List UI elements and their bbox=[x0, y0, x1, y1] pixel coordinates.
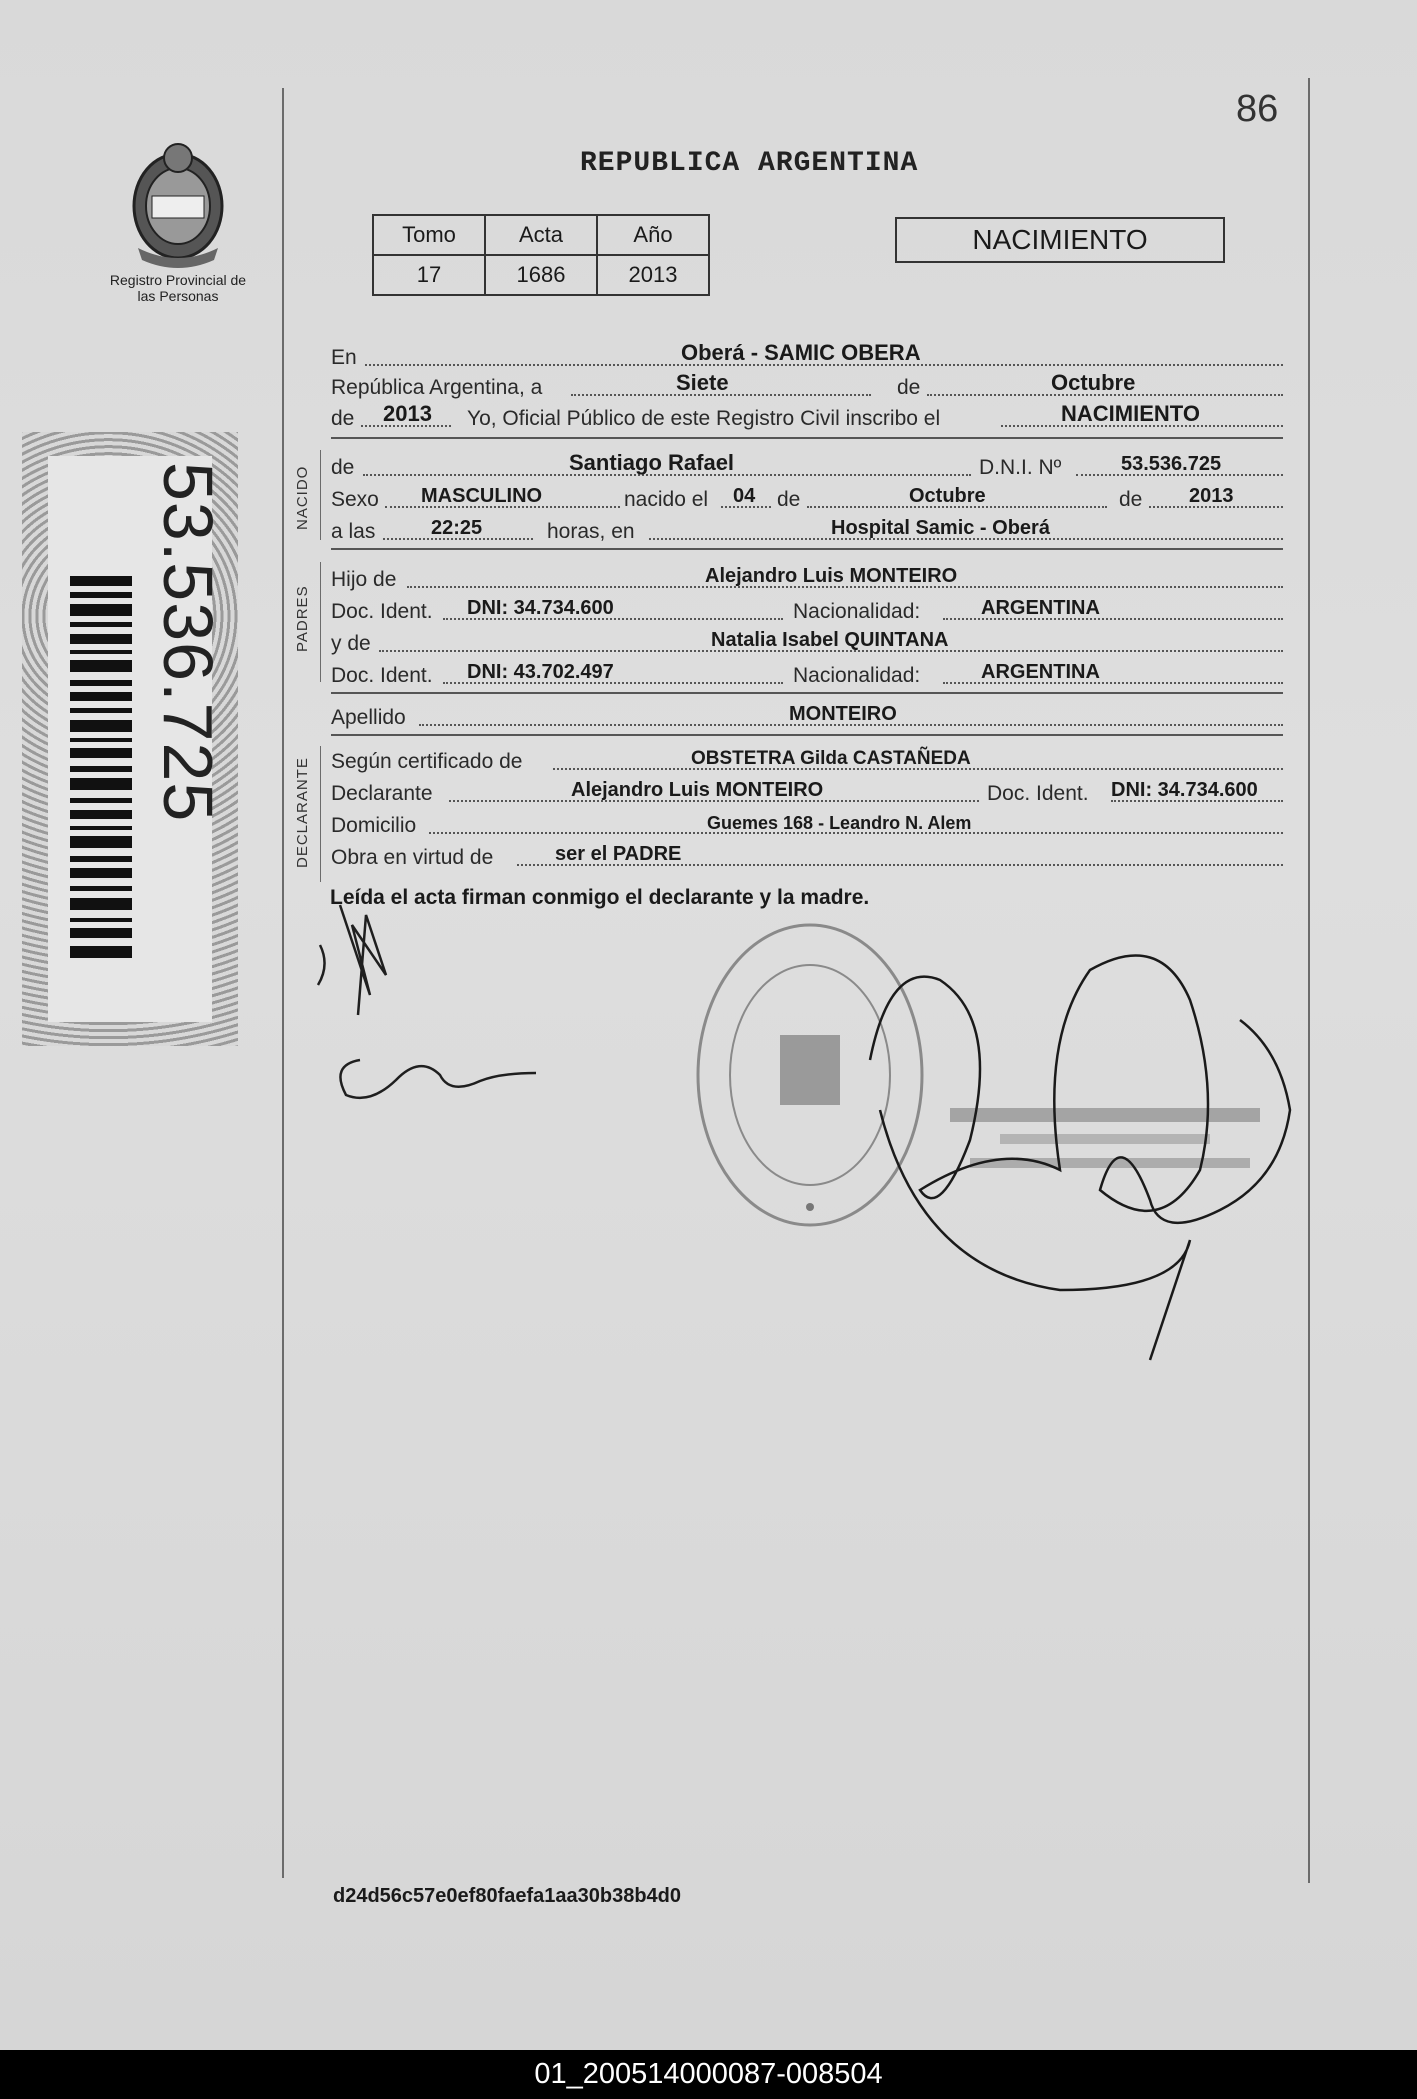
certificado-label: Según certificado de bbox=[331, 750, 523, 773]
row-padre-doc bbox=[331, 596, 1283, 626]
acta-value: 1686 bbox=[485, 255, 597, 295]
mes-value: Octubre bbox=[1051, 370, 1136, 395]
declarante-label: Declarante bbox=[331, 782, 433, 805]
nacionalidad-label-1: Nacionalidad: bbox=[793, 600, 921, 623]
row-inscripcion bbox=[331, 403, 1283, 433]
nac-anio-value: 2013 bbox=[1189, 485, 1234, 507]
apellido-label: Apellido bbox=[331, 706, 406, 729]
doc-ident-label-1: Doc. Ident. bbox=[331, 600, 433, 623]
domicilio-label: Domicilio bbox=[331, 814, 417, 837]
barcode-number: 53.536.725 bbox=[149, 462, 227, 823]
de-label-1: de bbox=[897, 376, 921, 399]
lugar-nacimiento-value: Hospital Samic - Oberá bbox=[831, 517, 1050, 539]
de-label-4: de bbox=[777, 488, 801, 511]
row-declarante bbox=[331, 778, 1283, 808]
barcode-panel bbox=[22, 432, 238, 1046]
dia-value: Siete bbox=[676, 370, 729, 395]
lugar-value: Oberá - SAMIC OBERA bbox=[681, 340, 921, 365]
side-label-declarante: DECLARANTE bbox=[294, 757, 311, 868]
province-coat-of-arms bbox=[118, 138, 238, 273]
y-de-label: y de bbox=[331, 632, 371, 655]
sexo-label: Sexo bbox=[331, 488, 379, 511]
acta-header: Acta bbox=[485, 215, 597, 255]
barcode-bars bbox=[70, 576, 132, 966]
scan-footer: 01_200514000087-008504 bbox=[0, 2050, 1417, 2099]
nacionalidad-label-2: Nacionalidad: bbox=[793, 664, 921, 687]
obra-label: Obra en virtud de bbox=[331, 846, 494, 869]
declarante-value: Alejandro Luis MONTEIRO bbox=[571, 779, 824, 801]
row-obra bbox=[331, 842, 1283, 872]
official-signature bbox=[860, 940, 1300, 1370]
obra-value: ser el PADRE bbox=[555, 843, 682, 865]
a-las-label: a las bbox=[331, 520, 376, 543]
doc-ident-label-2: Doc. Ident. bbox=[331, 664, 433, 687]
closing-statement: Leída el acta firman conmigo el declarante y la madre. bbox=[330, 886, 870, 909]
row-fecha bbox=[331, 372, 1283, 402]
padre-doc-value: DNI: 34.734.600 bbox=[467, 597, 614, 619]
republica-label: República Argentina, a bbox=[331, 376, 543, 399]
row-lugar bbox=[331, 342, 1283, 372]
dni-value: 53.536.725 bbox=[1121, 453, 1222, 475]
row-hora bbox=[331, 516, 1283, 546]
de-label-3: de bbox=[331, 456, 355, 479]
madre-doc-value: DNI: 43.702.497 bbox=[467, 661, 614, 683]
dni-label: D.N.I. Nº bbox=[979, 456, 1062, 479]
tomo-header: Tomo bbox=[373, 215, 485, 255]
row-apellido bbox=[331, 702, 1283, 732]
row-sexo bbox=[331, 484, 1283, 514]
row-madre-doc bbox=[331, 660, 1283, 690]
madre-value: Natalia Isabel QUINTANA bbox=[711, 629, 949, 651]
row-padre bbox=[331, 564, 1283, 594]
nombre-value: Santiago Rafael bbox=[569, 450, 735, 475]
nac-mes-value: Octubre bbox=[909, 485, 986, 507]
certificado-value: OBSTETRA Gilda CASTAÑEDA bbox=[691, 748, 971, 769]
row-domicilio bbox=[331, 810, 1283, 840]
de-label-5: de bbox=[1119, 488, 1143, 511]
padre-value: Alejandro Luis MONTEIRO bbox=[705, 565, 958, 587]
side-label-nacido: NACIDO bbox=[294, 465, 311, 530]
acta-reference-table bbox=[372, 214, 710, 296]
declarante-doc-label: Doc. Ident. bbox=[987, 782, 1089, 805]
row-certificado bbox=[331, 746, 1283, 776]
section-divider bbox=[331, 437, 1283, 439]
nacido-el-label: nacido el bbox=[624, 488, 709, 511]
declarante-doc-value: DNI: 34.734.600 bbox=[1111, 779, 1258, 801]
registry-logo-caption: Registro Provincial de las Personas bbox=[109, 272, 247, 304]
act-type-box: NACIMIENTO bbox=[895, 217, 1225, 263]
declarant-signature bbox=[300, 885, 560, 1125]
anio-value: 2013 bbox=[597, 255, 709, 295]
en-label: En bbox=[331, 346, 357, 369]
apellido-value: MONTEIRO bbox=[789, 703, 897, 725]
de-label-2: de bbox=[331, 407, 355, 430]
country-title: REPUBLICA ARGENTINA bbox=[580, 148, 919, 179]
right-margin-line bbox=[1308, 78, 1310, 1883]
inscripcion-value: NACIMIENTO bbox=[1061, 401, 1200, 426]
hora-value: 22:25 bbox=[431, 517, 483, 539]
tomo-value: 17 bbox=[373, 255, 485, 295]
row-nombre bbox=[331, 452, 1283, 482]
anio-header: Año bbox=[597, 215, 709, 255]
anio-value-text: 2013 bbox=[383, 401, 432, 426]
madre-nac-value: ARGENTINA bbox=[981, 661, 1100, 683]
left-margin-line bbox=[282, 88, 284, 1878]
hijo-de-label: Hijo de bbox=[331, 568, 397, 591]
domicilio-value: Guemes 168 - Leandro N. Alem bbox=[707, 813, 972, 833]
horas-en-label: horas, en bbox=[547, 520, 635, 543]
oficial-text: Yo, Oficial Público de este Registro Civil inscribo el bbox=[467, 407, 941, 430]
padre-nac-value: ARGENTINA bbox=[981, 597, 1100, 619]
page-number: 86 bbox=[1236, 88, 1279, 130]
sexo-value: MASCULINO bbox=[421, 485, 543, 507]
side-label-padres: PADRES bbox=[294, 585, 311, 652]
document-hash: d24d56c57e0ef80faefa1aa30b38b4d0 bbox=[333, 1885, 682, 1907]
nac-dia-value: 04 bbox=[733, 485, 756, 507]
row-madre bbox=[331, 628, 1283, 658]
